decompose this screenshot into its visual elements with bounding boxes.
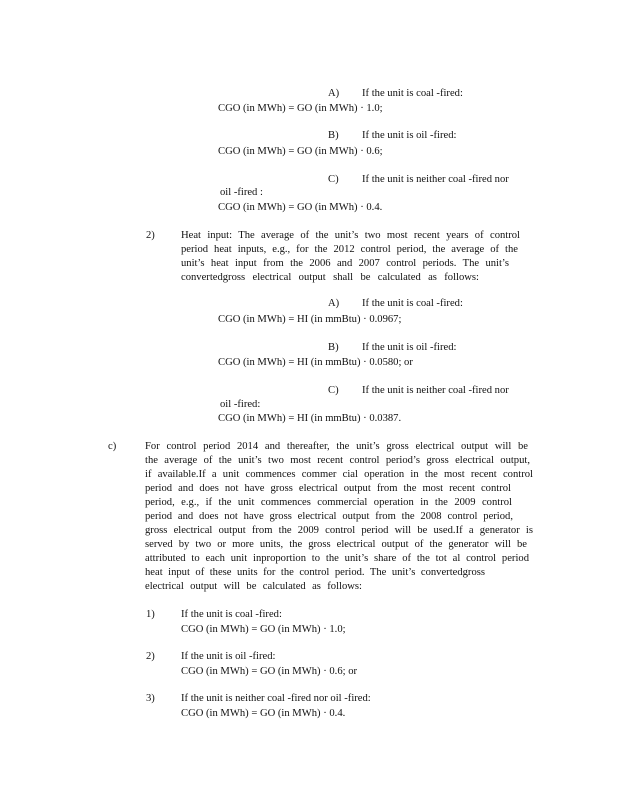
condition-text: If the unit is coal -fired:	[362, 298, 463, 309]
sub-item-marker: B)	[328, 130, 339, 141]
sub-item-marker: A)	[328, 88, 340, 99]
paragraph-line: period heat inputs, e.g., for the 2012 control period, the average of the	[181, 244, 518, 255]
condition-text: If the unit is neither coal -fired nor oil -fired:	[181, 693, 371, 704]
formula-line: CGO (in MWh) = GO (in MWh) · 0.4.	[181, 708, 346, 719]
paragraph-line: heat input of these units for the control period. The unit’s convertedgross	[145, 567, 485, 578]
paragraph-line: the average of the unit’s two most recent control period’s gross electrical output,	[145, 455, 530, 466]
condition-text: If the unit is coal -fired:	[362, 88, 463, 99]
sub-item-marker: B)	[328, 342, 339, 353]
item-number: 2)	[146, 230, 155, 241]
formula-line: CGO (in MWh) = HI (in mmBtu) · 0.0387.	[218, 413, 402, 424]
item-number: 3)	[146, 693, 155, 704]
condition-text-cont: oil -fired:	[220, 399, 261, 410]
item-number: 2)	[146, 651, 155, 662]
condition-text: If the unit is oil -fired:	[362, 342, 457, 353]
formula-line: CGO (in MWh) = GO (in MWh) · 0.4.	[218, 202, 383, 213]
condition-text: If the unit is oil -fired:	[181, 651, 276, 662]
sub-item-marker: A)	[328, 298, 340, 309]
formula-line: CGO (in MWh) = HI (in mmBtu) · 0.0967;	[218, 314, 402, 325]
paragraph-line: gross electrical output from the 2009 control period will be used.If a generator is	[145, 525, 533, 536]
condition-text: If the unit is neither coal -fired nor	[362, 174, 509, 185]
condition-text: If the unit is neither coal -fired nor	[362, 385, 509, 396]
paragraph-line: period and does not have gross electrical output from the most recent control	[145, 483, 511, 494]
paragraph-line: unit’s heat input from the 2006 and 2007 control periods. The unit’s	[181, 258, 509, 269]
paragraph-line: Heat input: The average of the unit’s two most recent years of control	[181, 230, 520, 241]
condition-text: If the unit is oil -fired:	[362, 130, 457, 141]
formula-line: CGO (in MWh) = GO (in MWh) · 1.0;	[218, 103, 383, 114]
section-marker: c)	[108, 441, 117, 452]
formula-line: CGO (in MWh) = GO (in MWh) · 0.6; or	[181, 666, 358, 677]
condition-text-cont: oil -fired :	[220, 187, 263, 198]
paragraph-line: if available.If a unit commences commer cial operation in the most recent control	[145, 469, 533, 480]
formula-line: CGO (in MWh) = HI (in mmBtu) · 0.0580; or	[218, 357, 413, 368]
sub-item-marker: C)	[328, 385, 339, 396]
paragraph-line: electrical output will be calculated as follows:	[145, 581, 362, 592]
formula-line: CGO (in MWh) = GO (in MWh) · 1.0;	[181, 624, 346, 635]
condition-text: If the unit is coal -fired:	[181, 609, 282, 620]
formula-line: CGO (in MWh) = GO (in MWh) · 0.6;	[218, 146, 383, 157]
paragraph-line: period, e.g., if the unit commences commercial operation in the 2009 control	[145, 497, 512, 508]
paragraph-line: attributed to each unit inproportion to the unit’s share of the tot al control period	[145, 553, 529, 564]
paragraph-line: convertedgross electrical output shall be calculated as follows:	[181, 272, 479, 283]
sub-item-marker: C)	[328, 174, 339, 185]
paragraph-line: period and does not have gross electrical output from the 2008 control period,	[145, 511, 513, 522]
paragraph-line: For control period 2014 and thereafter, the unit’s gross electrical output will be	[145, 441, 528, 452]
paragraph-line: served by two or more units, the gross electrical output of the generator will be	[145, 539, 527, 550]
item-number: 1)	[146, 609, 155, 620]
